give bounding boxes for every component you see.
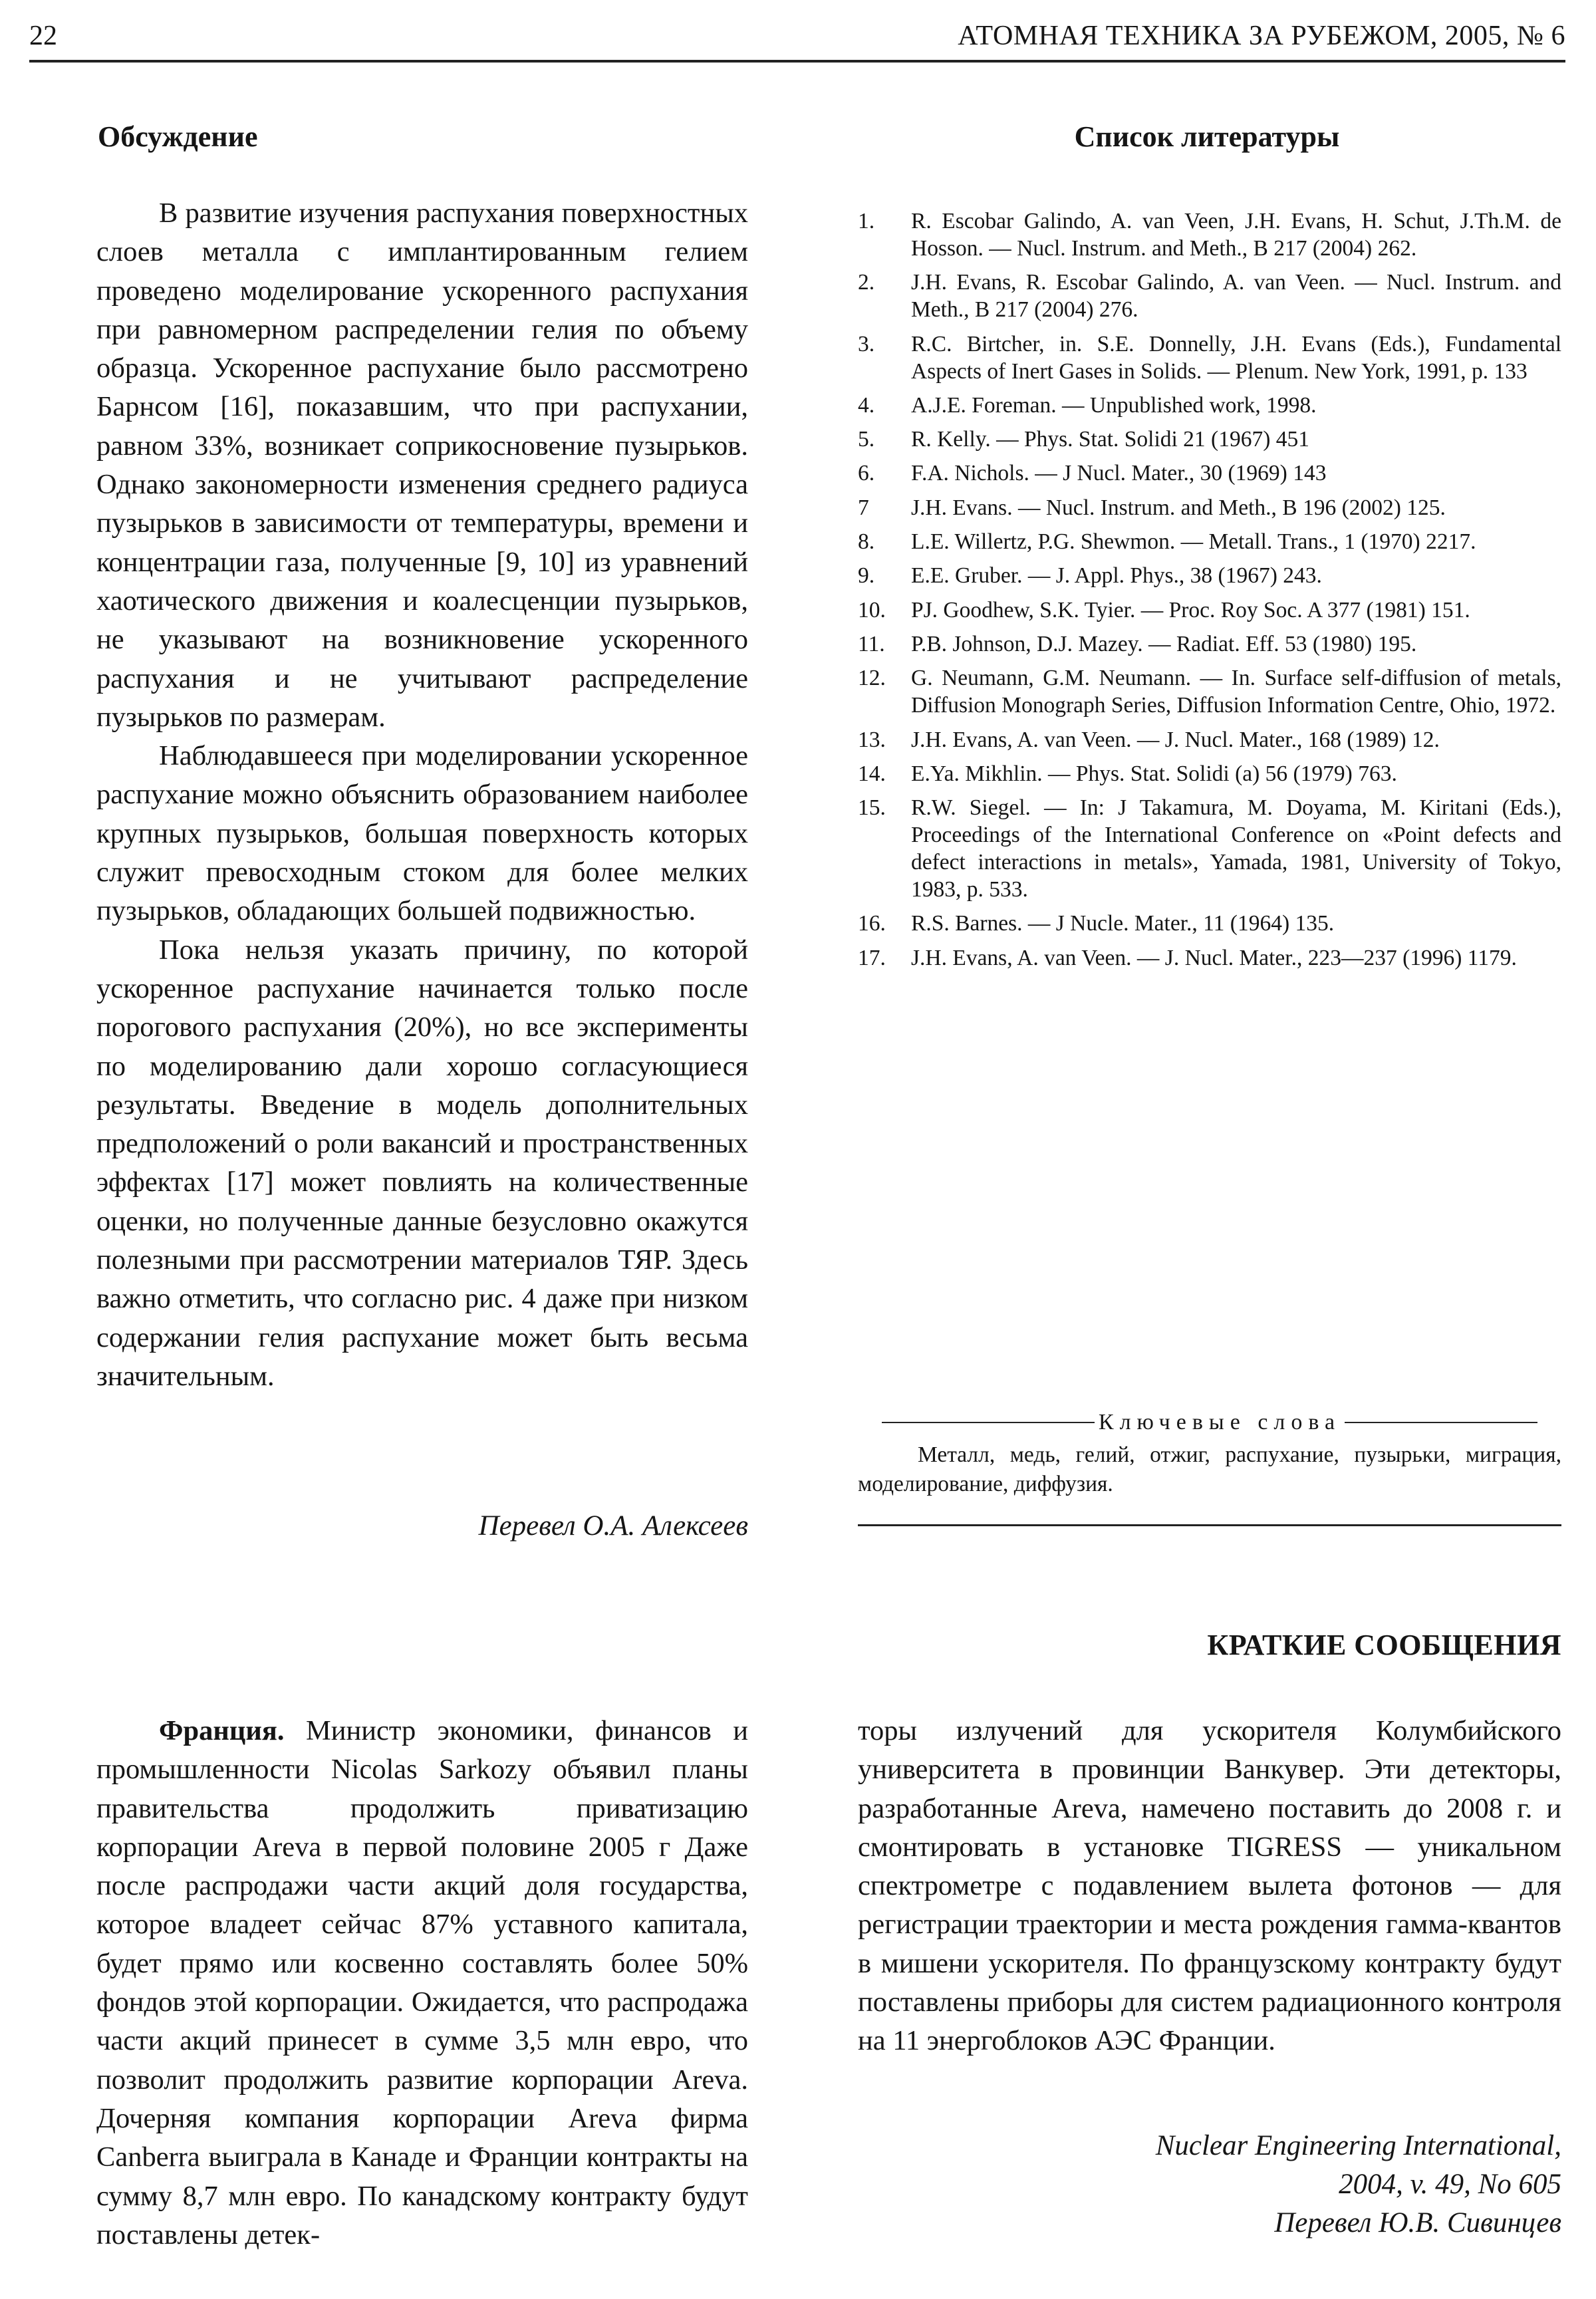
reference-number: 13. xyxy=(858,727,886,752)
reference-item xyxy=(858,269,1561,323)
reference-number: 8. xyxy=(858,529,875,555)
reference-number: 15. xyxy=(858,795,886,821)
reference-item xyxy=(858,944,1561,972)
reference-text: J.H. Evans. — Nucl. Instrum. and Meth., B 196 (2002) 125. xyxy=(911,495,1446,520)
reference-text: R. Escobar Galindo, A. van Veen, J.H. Evans, H. Schut, J.Th.M. de Hosson. — Nucl. Instrum. and Meth., B 217 (2004) 262. xyxy=(911,209,1561,261)
reference-text: A.J.E. Foreman. — Unpublished work, 1998. xyxy=(911,392,1317,418)
reference-item xyxy=(858,426,1561,453)
reference-number: 2. xyxy=(858,270,875,295)
reference-item xyxy=(858,528,1561,555)
keywords-bottom-rule xyxy=(858,1524,1561,1526)
short-news-translator: Перевел Ю.В. Сивинцев xyxy=(1274,2207,1561,2238)
reference-text: PJ. Goodhew, S.K. Tyier. — Proc. Roy Soc. A 377 (1981) 151. xyxy=(911,597,1470,622)
discussion-title: Обсуждение xyxy=(98,120,258,153)
reference-text: J.H. Evans, R. Escobar Galindo, A. van Veen. — Nucl. Instrum. and Meth., B 217 (2004) 276. xyxy=(911,270,1561,323)
journal-title: АТОМНАЯ ТЕХНИКА ЗА РУБЕЖОМ, 2005, № 6 xyxy=(958,21,1565,51)
short-news-title: КРАТКИЕ СООБЩЕНИЯ xyxy=(1207,1629,1561,1661)
discussion-translator: Перевел О.А. Алексеев xyxy=(478,1510,748,1542)
short-news-source xyxy=(858,2127,1561,2242)
reference-number: 16. xyxy=(858,911,886,936)
reference-item xyxy=(858,760,1561,787)
source-line-1: Nuclear Engineering International, xyxy=(1155,2130,1561,2161)
short-news-col2-text: торы излучений для ускорителя Колумбийского университета в провинции Ванкувер. Эти детекторы, разработанные Areva, намечено поставить до 2008 г. и смонтировать в установке TIGRESS — уникальном спектрометре с подавлением вылета фотонов — для регистрации траектории и места рождения гамма-квантов в мишени ускорителя. По французскому контракту будут поставлены приборы для систем радиационного контроля на 11 энергоблоков АЭС Франции. xyxy=(858,1715,1561,2057)
keywords-rule-left xyxy=(882,1422,1095,1423)
reference-item xyxy=(858,392,1561,419)
reference-number: 12. xyxy=(858,666,886,691)
references-list xyxy=(858,207,1561,978)
running-header xyxy=(29,20,1565,63)
reference-number: 6. xyxy=(858,461,875,486)
reference-item xyxy=(858,630,1561,658)
reference-text: E.Ya. Mikhlin. — Phys. Stat. Solidi (a) 56 (1979) 763. xyxy=(911,761,1397,786)
keywords-text: Металл, медь, гелий, отжиг, распухание, пузырьки, миграция, моделирование, диффузия. xyxy=(858,1442,1561,1496)
discussion-section xyxy=(96,120,748,154)
reference-text: G. Neumann, G.M. Neumann. — In. Surface self-diffusion of metals, Diffusion Monograph Series, Diffusion Information Centre, Ohio, 1972. xyxy=(911,666,1561,718)
short-news-col2 xyxy=(858,1712,1561,2061)
reference-text: F.A. Nichols. — J Nucl. Mater., 30 (1969) 143 xyxy=(911,461,1327,486)
reference-number: 17. xyxy=(858,945,886,970)
reference-number: 10. xyxy=(858,597,886,622)
short-news-lead: Франция. xyxy=(159,1715,285,1746)
short-news-paragraph xyxy=(96,1712,748,2254)
reference-item xyxy=(858,726,1561,753)
reference-number: 5. xyxy=(858,427,875,452)
reference-text: J.H. Evans, A. van Veen. — J. Nucl. Mater., 223—237 (1996) 1179. xyxy=(911,945,1517,970)
discussion-paragraph-3: Пока нельзя указать причину, по которой ускоренное распухание начинается только после порогового распухания (20%), но все эксперименты по моделированию дали хорошо согласующиеся результаты. Введение в модель дополнительных предположений о роли вакансий и пространственных эффектах [17] может повлиять на количественные оценки, но полученные данные безусловно окажутся полезными при рассмотрении материалов ТЯР. Здесь важно отметить, что согласно рис. 4 даже при низком содержании гелия распухание может быть весьма значительным. xyxy=(96,934,748,1392)
reference-number: 11. xyxy=(858,631,885,656)
reference-text: R.W. Siegel. — In: J Takamura, M. Doyama, M. Kiritani (Eds.), Proceedings of the International Conference on «Point defects and defect interactions in metals», Yamada, 1981, University of Tokyo, 1983, p. 533. xyxy=(911,795,1561,902)
references-title: Список литературы xyxy=(1074,120,1340,153)
keywords-rule-right xyxy=(1345,1422,1537,1423)
reference-text: L.E. Willertz, P.G. Shewmon. — Metall. Trans., 1 (1970) 2217. xyxy=(911,529,1476,555)
reference-number: 4. xyxy=(858,392,875,418)
page-number: 22 xyxy=(29,21,57,51)
keywords-header xyxy=(858,1410,1561,1435)
reference-item xyxy=(858,794,1561,903)
reference-text: R. Kelly. — Phys. Stat. Solidi 21 (1967) 451 xyxy=(911,427,1309,452)
reference-item xyxy=(858,331,1561,385)
reference-text: R.C. Birtcher, in. S.E. Donnelly, J.H. Evans (Eds.), Fundamental Aspects of Inert Gases in Solids. — Plenum. New York, 1991, p. 133 xyxy=(911,331,1561,384)
reference-item xyxy=(858,597,1561,624)
discussion-paragraph-2: Наблюдавшееся при моделировании ускоренное распухание можно объяснить образованием наиболее крупных пузырьков, большая поверхность которых служит превосходным стоком для более мелких пузырьков, обладающих большей подвижностью. xyxy=(96,740,748,927)
reference-number: 9. xyxy=(858,563,875,589)
reference-text: E.E. Gruber. — J. Appl. Phys., 38 (1967) 243. xyxy=(911,563,1322,589)
source-line-2: 2004, v. 49, No 605 xyxy=(1339,2169,1561,2200)
reference-item xyxy=(858,460,1561,487)
reference-number: 1. xyxy=(858,209,875,233)
short-news-col1 xyxy=(96,1712,748,2254)
discussion-body xyxy=(96,194,748,1396)
reference-number: 7 xyxy=(858,495,869,520)
short-news-col1-text: Министр экономики, финансов и промышленности Nicolas Sarkozy объявил планы правительства продолжить приватизацию корпорации Areva в первой половине 2005 г Даже после распродажи части акций доля государства, которое владеет сейчас 87% уставного капитала, будет прямо или косвенно составлять более 50% фондов этой корпорации. Ожидается, что распродажа части акций принесет в сумме 3,5 млн евро, что позволит продолжить развитие корпорации Areva. Дочерняя компания корпорации Areva фирма Canberra выиграла в Канаде и Франции контракты на сумму 8,7 млн евро. По канадскому контракту будут поставлены детек- xyxy=(96,1715,749,2250)
reference-text: P.B. Johnson, D.J. Mazey. — Radiat. Eff. 53 (1980) 195. xyxy=(911,631,1417,656)
reference-item xyxy=(858,494,1561,521)
reference-text: R.S. Barnes. — J Nucle. Mater., 11 (1964) 135. xyxy=(911,911,1335,936)
keywords-block xyxy=(858,1410,1561,1526)
discussion-paragraph-1: В развитие изучения распухания поверхностных слоев металла с имплантированным гелием проведено моделирование ускоренного распухания при равномерном распределении гелия по объему образца. Ускоренное распухание было рассмотрено Барнсом [16], показавшим, что при распухании, равном 33%, возникает соприкосновение пузырьков. Однако закономерности изменения среднего радиуса пузырьков в зависимости от температуры, времени и концентрации газа, полученные [9, 10] из уравнений хаотического движения и коалесценции пузырьков, не указывают на возникновение ускоренного распухания и не учитывают распределение пузырьков по размерам. xyxy=(96,198,748,733)
reference-item xyxy=(858,910,1561,937)
reference-number: 3. xyxy=(858,331,875,356)
reference-item xyxy=(858,207,1561,262)
reference-item xyxy=(858,562,1561,589)
reference-item xyxy=(858,664,1561,719)
keywords-title: Ключевые слова xyxy=(1098,1410,1341,1434)
reference-text: J.H. Evans, A. van Veen. — J. Nucl. Mater., 168 (1989) 12. xyxy=(911,727,1440,752)
reference-number: 14. xyxy=(858,761,886,786)
